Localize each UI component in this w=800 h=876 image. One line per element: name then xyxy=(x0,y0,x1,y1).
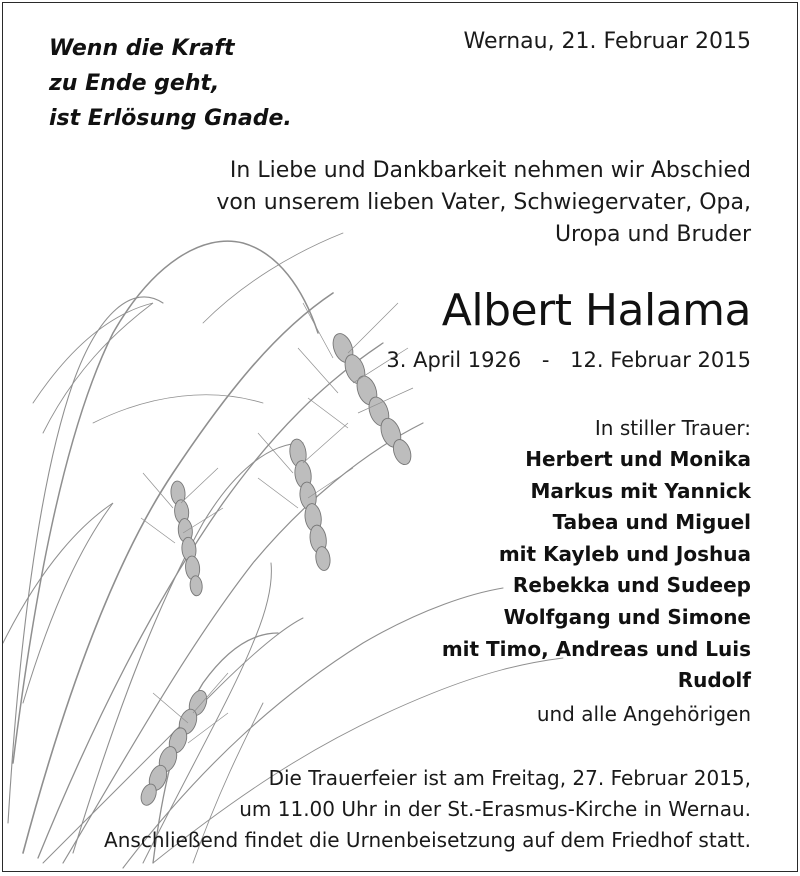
motto-line: ist Erlösung Gnade. xyxy=(49,106,292,131)
motto-line: zu Ende geht, xyxy=(49,71,220,96)
intro-line: Uropa und Bruder xyxy=(554,222,751,247)
mourners xyxy=(442,412,751,731)
place-date: Wernau, 21. Februar 2015 xyxy=(463,29,751,54)
motto-line: Wenn die Kraft xyxy=(49,36,235,61)
intro-line: von unserem lieben Vater, Schwiegervater, Opa, xyxy=(216,190,751,215)
mourner-name: mit Kayleb und Joshua xyxy=(498,541,751,566)
birth-date: 3. April 1926 xyxy=(386,348,522,372)
funeral-line: um 11.00 Uhr in der St.-Erasmus-Kirche in Wernau. xyxy=(239,797,751,821)
mourner-name: mit Timo, Andreas und Luis xyxy=(441,636,751,661)
mourner-name: Rebekka und Sudeep xyxy=(512,573,751,598)
funeral-line: Anschließend findet die Urnenbeisetzung auf dem Friedhof statt. xyxy=(104,828,751,852)
funeral-info xyxy=(104,763,751,856)
mourner-name: Markus mit Yannick xyxy=(530,478,751,503)
mourners-label: In stiller Trauer: xyxy=(594,416,751,440)
intro-text xyxy=(216,155,751,251)
death-date: 12. Februar 2015 xyxy=(570,348,751,372)
funeral-line: Die Trauerfeier ist am Freitag, 27. Februar 2015, xyxy=(268,766,751,790)
obituary-card xyxy=(2,2,798,872)
mourner-name: Herbert und Monika xyxy=(525,447,751,471)
relatives-line: und alle Angehörigen xyxy=(536,701,751,726)
deceased-name: Albert Halama xyxy=(441,285,751,336)
mourner-name: Wolfgang und Simone xyxy=(503,604,751,629)
intro-line: In Liebe und Dankbarkeit nehmen wir Abschied xyxy=(229,158,751,183)
date-separator: - xyxy=(541,348,550,372)
mourner-name: Tabea und Miguel xyxy=(552,510,751,535)
motto xyxy=(49,31,292,136)
mourner-name: Rudolf xyxy=(677,668,751,693)
lifespan xyxy=(386,348,751,372)
